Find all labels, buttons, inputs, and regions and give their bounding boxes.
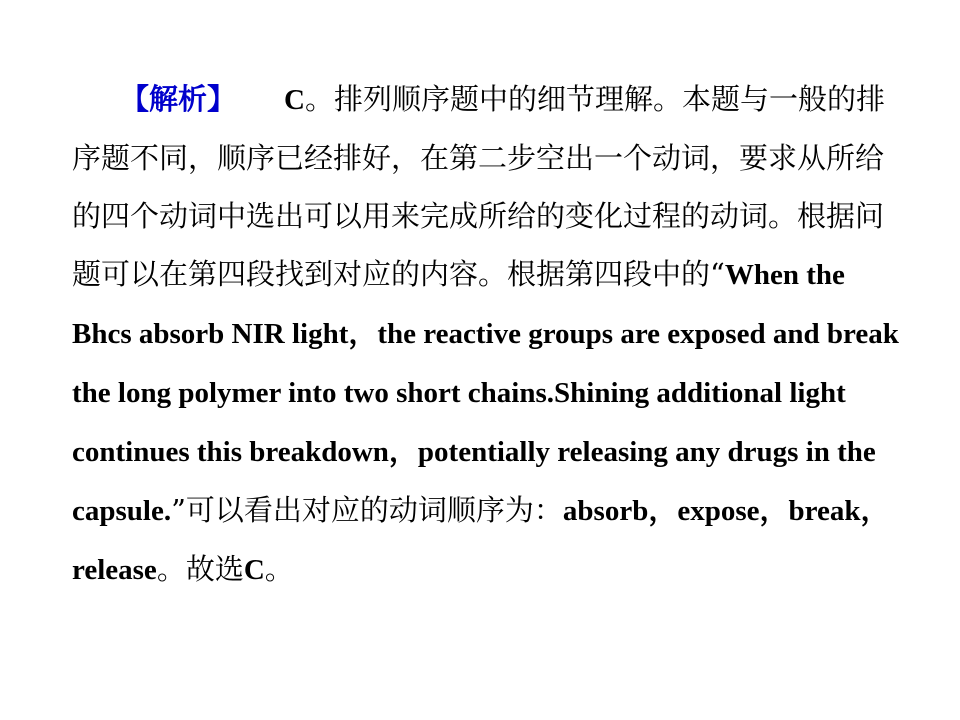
analysis-intro: 。排列顺序题中的细节理解。本题与一般的排序题不同，顺序已经排好，在第二步空出一个动词，要求从所给的四个动词中选出可以用来完成所给的变化过程的动词。根据问题可以在第四段找到对应的内容。根据第四段中的“ (72, 82, 885, 291)
quoted-passage: When the Bhcs absorb NIR light，the reactive groups are exposed and break the long polymer into two short chains.Shining additional light continues this breakdown，potentially releasing any drugs in the capsule. (72, 259, 899, 527)
ending-text: 。故选 (156, 552, 244, 586)
analysis-paragraph (72, 70, 902, 599)
final-answer: C (243, 554, 265, 586)
analysis-label: 【解析】 (120, 82, 237, 116)
final-punct: 。 (264, 552, 294, 586)
answer-letter: C (284, 84, 305, 116)
quote-conclusion: ”可以看出对应的动词顺序为： (171, 493, 563, 527)
verb-sequence: absorb，expose，break，release (72, 495, 890, 586)
